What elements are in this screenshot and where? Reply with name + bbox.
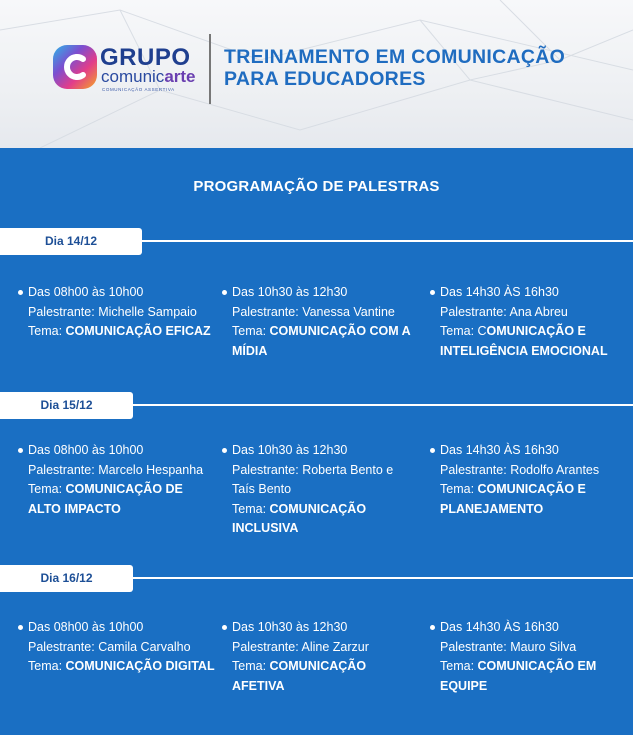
day-label-badge: [0, 565, 133, 592]
slot-time: Das 14h30 ÀS 16h30: [440, 285, 559, 299]
bullet-icon: [430, 448, 435, 453]
slot-theme: Tema: COMUNICAÇÃO INCLUSIVA: [232, 501, 367, 535]
lecture-slot: [440, 441, 600, 519]
logo-word: GRUPO: [100, 44, 191, 71]
slot-theme: Tema: COMUNICAÇÃO DE ALTO IMPACTO: [28, 482, 183, 516]
lecture-slot: [232, 618, 410, 696]
header: [0, 0, 633, 148]
day-label: Dia 14/12: [44, 234, 98, 248]
slot-theme: Tema: COMUNICAÇÃO E PLANEJAMENTO: [440, 482, 586, 516]
bullet-icon: [222, 625, 227, 630]
slot-time: Das 08h00 às 10h00: [28, 620, 144, 634]
slot-time: Das 08h00 às 10h00: [28, 443, 144, 457]
page-title-line1: TREINAMENTO EM COMUNICAÇÃO: [224, 46, 566, 68]
logo-subword: comunicarte: [101, 67, 196, 86]
lecture-slot: [232, 283, 424, 361]
day-divider-line: [133, 577, 633, 579]
page-title-line2: PARA EDUCADORES: [224, 68, 426, 90]
lecture-slot: [28, 283, 218, 342]
slot-theme: Tema: COMUNICAÇÃO E INTELIGÊNCIA EMOCIONAL: [440, 324, 608, 358]
slot-time: Das 10h30 às 12h30: [232, 285, 348, 299]
slot-time: Das 10h30 às 12h30: [232, 620, 348, 634]
bullet-icon: [18, 625, 23, 630]
day-label: Dia 16/12: [40, 571, 93, 585]
slot-theme: Tema: COMUNICAÇÃO DIGITAL: [28, 659, 215, 673]
slot-theme: Tema: COMUNICAÇÃO COM A MÍDIA: [232, 324, 411, 358]
day-label-badge: [0, 228, 142, 255]
slot-speaker: Palestrante: Vanessa Vantine: [232, 304, 395, 319]
company-logo: [52, 44, 202, 96]
slot-speaker: Palestrante: Ana Abreu: [440, 304, 568, 319]
slot-speaker: Palestrante: Marcelo Hespanha: [28, 462, 204, 477]
day-divider-line: [142, 240, 633, 242]
bullet-icon: [18, 448, 23, 453]
slot-theme: Tema: COMUNICAÇÃO EFICAZ: [28, 324, 211, 338]
slot-speaker: Palestrante: Michelle Sampaio: [28, 304, 197, 319]
logo-tagline: COMUNICAÇÃO ASSERTIVA: [102, 87, 175, 92]
slot-time: Das 10h30 às 12h30: [232, 443, 348, 457]
day-divider-line: [133, 404, 633, 406]
day-label-badge: [0, 392, 133, 419]
bullet-icon: [430, 290, 435, 295]
section-title: PROGRAMAÇÃO DE PALESTRAS: [193, 178, 440, 195]
bullet-icon: [222, 290, 227, 295]
slot-time: Das 14h30 ÀS 16h30: [440, 620, 559, 634]
slot-theme: Tema: COMUNICAÇÃO EM EQUIPE: [440, 659, 597, 693]
slot-time: Das 14h30 ÀS 16h30: [440, 443, 559, 457]
lecture-slot: [440, 618, 620, 696]
lecture-slot: [28, 618, 218, 677]
lecture-slot: [440, 283, 625, 361]
bullet-icon: [222, 448, 227, 453]
bullet-icon: [430, 625, 435, 630]
header-divider: [209, 34, 211, 104]
day-label: Dia 15/12: [40, 398, 93, 412]
slot-time: Das 08h00 às 10h00: [28, 285, 144, 299]
page-title: [224, 46, 565, 90]
slot-speaker: Palestrante: Aline Zarzur: [232, 639, 369, 654]
lecture-slot: [28, 441, 218, 519]
slot-theme: Tema: COMUNICAÇÃO AFETIVA: [232, 659, 367, 693]
slot-speaker: Palestrante: Rodolfo Arantes: [440, 462, 600, 477]
logo-c-icon: [52, 44, 98, 90]
slot-speaker: Palestrante: Roberta Bento e Taís Bento: [232, 462, 394, 496]
bullet-icon: [18, 290, 23, 295]
slot-speaker: Palestrante: Mauro Silva: [440, 639, 577, 654]
slot-speaker: Palestrante: Camila Carvalho: [28, 639, 191, 654]
lecture-slot: [232, 441, 410, 539]
